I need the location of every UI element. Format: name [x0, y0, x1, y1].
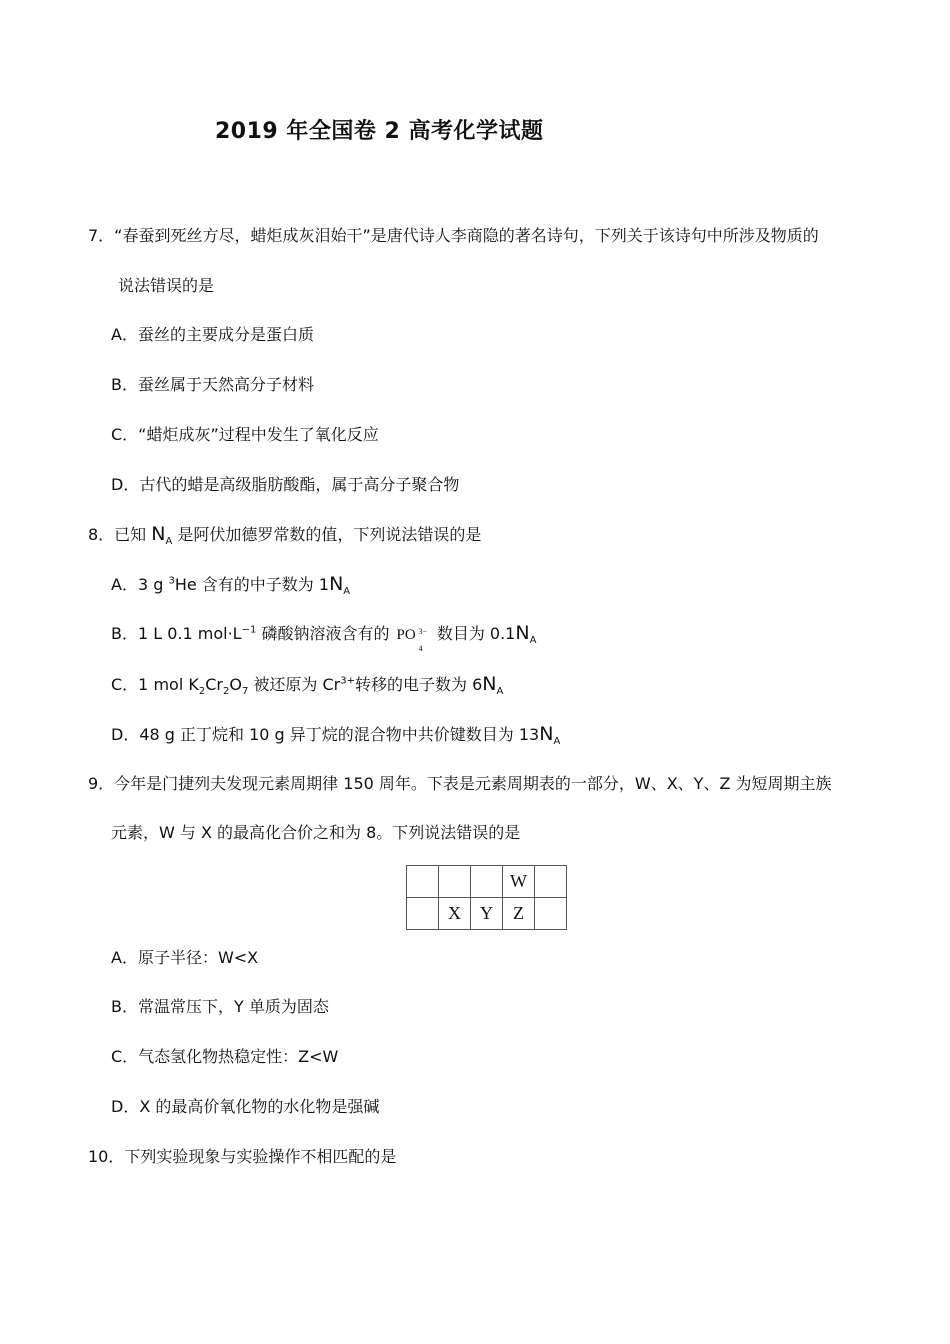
o-sub: 7: [241, 686, 249, 698]
q10-stem: 10．下列实验现象与实验操作不相匹配的是: [88, 1147, 397, 1166]
table-cell: [535, 866, 567, 898]
table-row: [407, 898, 567, 930]
table-cell: [535, 898, 567, 930]
q9-option-c: C．气态氢化物热稳定性：Z<W: [111, 1047, 339, 1066]
q8-stem: [88, 523, 482, 548]
table-cell: [407, 866, 439, 898]
q8-d-text: D．48 g 正丁烷和 10 g 异丁烷的混合物中共价键数目为 13: [111, 725, 540, 744]
na-symbol: N: [539, 723, 554, 745]
q8-c-text: C．1 mol K: [111, 675, 199, 694]
na-sub: A: [496, 686, 504, 698]
table-cell-y: Y: [471, 898, 503, 930]
q9-option-b: B．常温常压下，Y 单质为固态: [111, 997, 329, 1016]
q8-b-exp: −1: [241, 624, 257, 636]
q8-option-b: [111, 622, 537, 653]
po-charge: 3−: [418, 627, 428, 636]
table-row: [407, 866, 567, 898]
po-symbol: PO: [396, 627, 416, 643]
na-sub: A: [165, 536, 173, 548]
table-cell: [407, 898, 439, 930]
table-cell: [439, 866, 471, 898]
q8-b-text-post: 数目为 0.1: [431, 624, 516, 643]
cr-sub: 2: [222, 686, 230, 698]
na-sub: A: [343, 586, 351, 598]
q7-stem-cont: 说法错误的是: [118, 276, 215, 295]
q9-option-a: A．原子半径：W<X: [111, 948, 259, 967]
q7-option-a: A．蚕丝的主要成分是蛋白质: [111, 325, 314, 344]
q8-c-text-mid: 被还原为 Cr: [248, 675, 341, 694]
table-cell: [471, 866, 503, 898]
phosphate-formula: [396, 625, 430, 653]
table-cell-z: Z: [503, 898, 535, 930]
q9-stem-cont: 元素，W 与 X 的最高化合价之和为 8。下列说法错误的是: [111, 823, 521, 842]
q8-option-c: [111, 673, 504, 698]
q7-option-c: C．“蜡炬成灰”过程中发生了氧化反应: [111, 425, 379, 444]
q8-b-text: B．1 L 0.1 mol·L: [111, 624, 242, 643]
q8-b-text-mid: 磷酸钠溶液含有的: [256, 624, 395, 643]
q7-option-d: D．古代的蜡是高级脂肪酸酯，属于高分子聚合物: [111, 475, 460, 494]
q8-option-d: [111, 723, 561, 748]
q8-c-text-post: 转移的电子数为 6: [355, 675, 483, 694]
q8-a-isotope: 3: [168, 575, 175, 587]
na-symbol: N: [482, 673, 497, 695]
na-symbol: N: [329, 573, 344, 595]
po-index: 4: [418, 644, 423, 653]
na-symbol: N: [151, 523, 166, 545]
page-title: 2019 年全国卷 2 高考化学试题: [215, 119, 544, 144]
o-symbol: O: [229, 675, 242, 694]
na-sub: A: [529, 635, 537, 647]
k-sub: 2: [198, 686, 206, 698]
na-symbol: N: [515, 622, 530, 644]
cr-symbol: Cr: [205, 675, 223, 694]
q8-a-text: A．3 g: [111, 575, 169, 594]
q9-option-d: D．X 的最高价氧化物的水化物是强碱: [111, 1097, 380, 1116]
q7-option-b: B．蚕丝属于天然高分子材料: [111, 375, 314, 394]
q9-stem: 9．今年是门捷列夫发现元素周期律 150 周年。下表是元素周期表的一部分，W、X、Y、Z 为短周期主族: [88, 774, 832, 793]
q8-option-a: [111, 573, 351, 598]
q7-stem: 7．“春蚕到死丝方尽，蜡炬成灰泪始干”是唐代诗人李商隐的著名诗句，下列关于该诗句中所涉及物质的: [88, 226, 819, 245]
table-cell-w: W: [503, 866, 535, 898]
q8-a-text-mid: He 含有的中子数为 1: [174, 575, 330, 594]
periodic-table-fragment: [406, 865, 567, 930]
na-sub: A: [553, 736, 561, 748]
q8-stem-post: 是阿伏加德罗常数的值，下列说法错误的是: [172, 525, 482, 544]
cr-charge: 3+: [340, 675, 355, 687]
q8-stem-pre: 8．已知: [88, 525, 152, 544]
table-cell-x: X: [439, 898, 471, 930]
